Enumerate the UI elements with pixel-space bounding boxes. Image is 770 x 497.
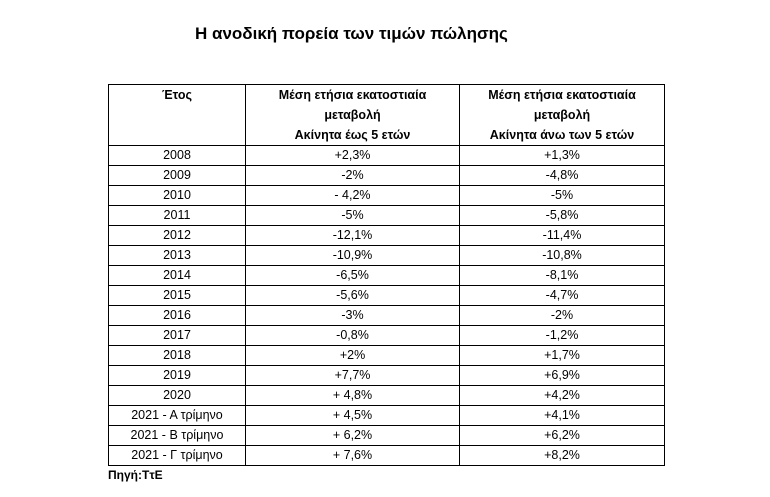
cell-year: 2014 bbox=[109, 266, 246, 286]
cell-value-old: -4,7% bbox=[460, 286, 665, 306]
table-row bbox=[109, 406, 665, 426]
cell-value-old: -1,2% bbox=[460, 326, 665, 346]
cell-value-old: -4,8% bbox=[460, 166, 665, 186]
header-col-a bbox=[246, 85, 460, 146]
cell-value-new: -10,9% bbox=[246, 246, 460, 266]
price-change-table bbox=[108, 84, 665, 466]
cell-value-new: + 4,8% bbox=[246, 386, 460, 406]
cell-value-new: +7,7% bbox=[246, 366, 460, 386]
header-col-a-line-3: Ακίνητα έως 5 ετών bbox=[294, 128, 411, 142]
table-row bbox=[109, 366, 665, 386]
table-row bbox=[109, 286, 665, 306]
table-row bbox=[109, 206, 665, 226]
cell-value-new: -0,8% bbox=[246, 326, 460, 346]
cell-year: 2020 bbox=[109, 386, 246, 406]
table-row bbox=[109, 246, 665, 266]
cell-value-old: -8,1% bbox=[460, 266, 665, 286]
header-year: Έτος bbox=[109, 85, 246, 146]
table-row bbox=[109, 266, 665, 286]
table-header-row bbox=[109, 85, 665, 146]
cell-value-old: -11,4% bbox=[460, 226, 665, 246]
cell-value-old: -5% bbox=[460, 186, 665, 206]
table-row bbox=[109, 426, 665, 446]
source-note: Πηγή:ΤτΕ bbox=[108, 468, 163, 482]
cell-value-new: + 4,5% bbox=[246, 406, 460, 426]
cell-value-old: +4,2% bbox=[460, 386, 665, 406]
cell-year: 2010 bbox=[109, 186, 246, 206]
header-col-b-line-2: μεταβολή bbox=[533, 108, 591, 122]
cell-value-new: - 4,2% bbox=[246, 186, 460, 206]
header-col-b-line-1: Μέση ετήσια εκατοστιαία bbox=[488, 88, 636, 102]
header-col-a-line-2: μεταβολή bbox=[324, 108, 381, 122]
cell-value-new: + 7,6% bbox=[246, 446, 460, 466]
table-row bbox=[109, 146, 665, 166]
table-body bbox=[109, 146, 665, 466]
page-title: Η ανοδική πορεία των τιμών πώλησης bbox=[195, 24, 508, 43]
cell-value-new: -5,6% bbox=[246, 286, 460, 306]
cell-value-old: +1,3% bbox=[460, 146, 665, 166]
cell-value-old: +6,2% bbox=[460, 426, 665, 446]
header-col-b bbox=[460, 85, 665, 146]
cell-year: 2021 - Α τρίμηνο bbox=[109, 406, 246, 426]
cell-year: 2017 bbox=[109, 326, 246, 346]
cell-year: 2013 bbox=[109, 246, 246, 266]
cell-value-new: -6,5% bbox=[246, 266, 460, 286]
header-col-a-line-1: Μέση ετήσια εκατοστιαία bbox=[278, 88, 427, 102]
cell-value-new: -3% bbox=[246, 306, 460, 326]
table-row bbox=[109, 166, 665, 186]
cell-value-new: + 6,2% bbox=[246, 426, 460, 446]
cell-year: 2018 bbox=[109, 346, 246, 366]
cell-value-old: -10,8% bbox=[460, 246, 665, 266]
table-row bbox=[109, 346, 665, 366]
cell-year: 2008 bbox=[109, 146, 246, 166]
cell-year: 2016 bbox=[109, 306, 246, 326]
table-row bbox=[109, 446, 665, 466]
cell-value-new: +2% bbox=[246, 346, 460, 366]
table-row bbox=[109, 306, 665, 326]
cell-year: 2009 bbox=[109, 166, 246, 186]
cell-year: 2011 bbox=[109, 206, 246, 226]
cell-year: 2021 - Γ τρίμηνο bbox=[109, 446, 246, 466]
cell-year: 2012 bbox=[109, 226, 246, 246]
table-row bbox=[109, 186, 665, 206]
header-col-b-line-3: Ακίνητα άνω των 5 ετών bbox=[489, 128, 635, 142]
cell-value-old: +6,9% bbox=[460, 366, 665, 386]
table-row bbox=[109, 386, 665, 406]
cell-year: 2021 - Β τρίμηνο bbox=[109, 426, 246, 446]
cell-value-old: -5,8% bbox=[460, 206, 665, 226]
cell-value-new: -12,1% bbox=[246, 226, 460, 246]
cell-year: 2015 bbox=[109, 286, 246, 306]
table-row bbox=[109, 326, 665, 346]
cell-value-new: -2% bbox=[246, 166, 460, 186]
cell-value-old: +8,2% bbox=[460, 446, 665, 466]
cell-value-old: -2% bbox=[460, 306, 665, 326]
cell-value-new: +2,3% bbox=[246, 146, 460, 166]
cell-value-old: +1,7% bbox=[460, 346, 665, 366]
cell-year: 2019 bbox=[109, 366, 246, 386]
cell-value-new: -5% bbox=[246, 206, 460, 226]
table-row bbox=[109, 226, 665, 246]
cell-value-old: +4,1% bbox=[460, 406, 665, 426]
